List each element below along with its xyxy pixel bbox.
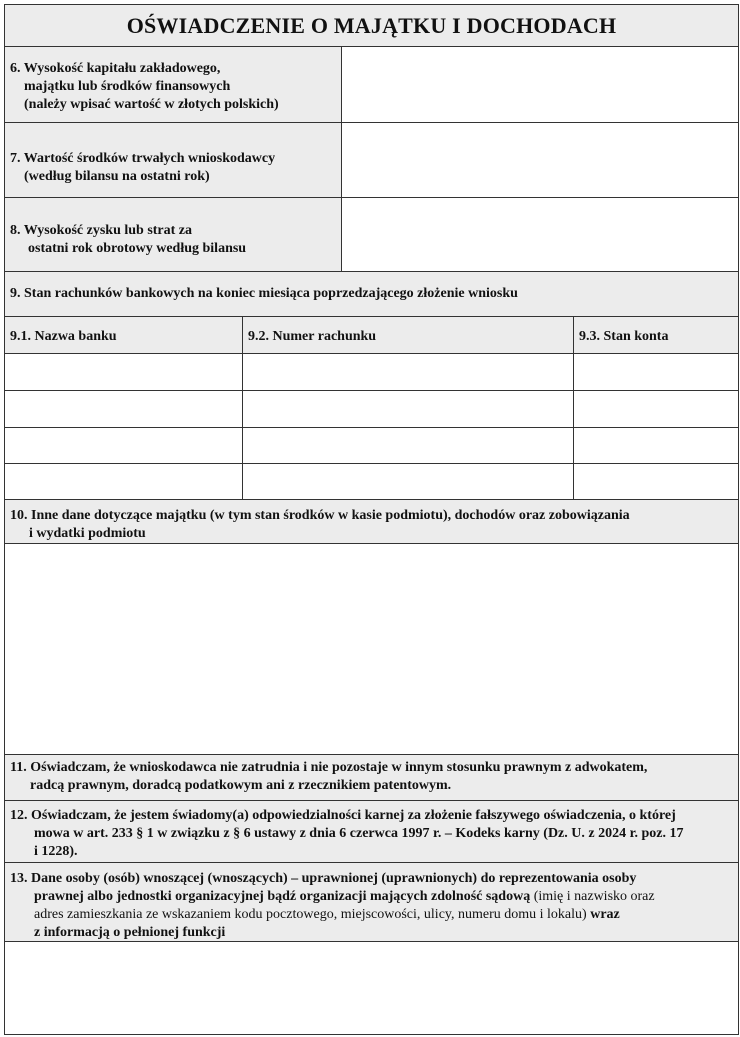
item-10-label-line: i wydatki podmiotu bbox=[29, 526, 146, 541]
item-13-line bbox=[10, 888, 738, 906]
item-13-label bbox=[5, 863, 738, 942]
item-10-label bbox=[5, 500, 738, 544]
item-11-line: radcą prawnym, doradcą podatkowym ani z rzecznikiem patentowym. bbox=[30, 778, 452, 793]
item-8-row bbox=[5, 198, 738, 272]
item-6-label-line: (należy wpisać wartość w złotych polskich) bbox=[24, 97, 279, 112]
bank-name-field[interactable] bbox=[5, 464, 243, 499]
item-11-statement bbox=[5, 755, 738, 801]
column-header-bank-name: 9.1. Nazwa banku bbox=[5, 317, 243, 353]
item-8-label bbox=[5, 198, 342, 271]
bank-table-row bbox=[5, 428, 738, 464]
account-number-field[interactable] bbox=[243, 428, 574, 463]
bank-table-row bbox=[5, 354, 738, 391]
item-8-label-line: ostatni rok obrotowy według bilansu bbox=[28, 241, 247, 256]
item-7-label-line: (według bilansu na ostatni rok) bbox=[24, 169, 210, 184]
item-8-value-field[interactable] bbox=[342, 198, 738, 271]
column-header-account-number: 9.2. Numer rachunku bbox=[243, 317, 574, 353]
item-7-row bbox=[5, 123, 738, 198]
item-12-line: mowa w art. 233 § 1 w związku z § 6 ustawy z dnia 6 czerwca 1997 r. – Kodeks karny (Dz. U. z 2024 r. poz. 17 bbox=[34, 826, 684, 841]
account-balance-field[interactable] bbox=[574, 428, 738, 463]
item-13-bold-text: prawnej albo jednostki organizacyjnej bądź organizacji mających zdolność sądową bbox=[34, 889, 531, 904]
bank-table-row bbox=[5, 391, 738, 428]
item-10-value-field[interactable] bbox=[5, 544, 738, 755]
account-balance-field[interactable] bbox=[574, 464, 738, 499]
item-9-header: 9. Stan rachunków bankowych na koniec miesiąca poprzedzającego złożenie wniosku bbox=[5, 272, 738, 317]
item-7-label-line: 7. Wartość środków trwałych wnioskodawcy bbox=[10, 151, 276, 166]
item-10-label-line: 10. Inne dane dotyczące majątku (w tym stan środków w kasie podmiotu), dochodów oraz zobowiązania bbox=[10, 508, 630, 523]
declaration-form bbox=[4, 4, 739, 1035]
item-13-bold-text: wraz bbox=[590, 907, 620, 922]
item-6-label bbox=[5, 47, 342, 122]
item-12-statement bbox=[5, 801, 738, 863]
item-7-value-field[interactable] bbox=[342, 123, 738, 197]
item-13-normal-text: adres zamieszkania ze wskazaniem kodu pocztowego, miejscowości, ulicy, numeru domu i lokalu) bbox=[34, 907, 591, 922]
account-number-field[interactable] bbox=[243, 391, 574, 427]
item-13-value-field[interactable] bbox=[5, 942, 738, 1033]
item-11-line: 11. Oświadczam, że wnioskodawca nie zatrudnia i nie pozostaje w innym stosunku prawnym z adwokatem, bbox=[10, 760, 648, 775]
account-number-field[interactable] bbox=[243, 464, 574, 499]
account-balance-field[interactable] bbox=[574, 391, 738, 427]
item-8-label-line: 8. Wysokość zysku lub strat za bbox=[10, 223, 193, 238]
bank-name-field[interactable] bbox=[5, 428, 243, 463]
item-13-normal-text: (imię i nazwisko oraz bbox=[530, 889, 655, 904]
column-header-account-balance: 9.3. Stan konta bbox=[579, 329, 669, 344]
item-6-value-field[interactable] bbox=[342, 47, 738, 122]
item-13-line: 13. Dane osoby (osób) wnoszącej (wnoszących) – uprawnionej (uprawnionych) do reprezentowania osoby bbox=[10, 871, 637, 886]
item-12-line: 12. Oświadczam, że jestem świadomy(a) odpowiedzialności karnej za złożenie fałszywego oświadczenia, o której bbox=[10, 808, 676, 823]
item-13-line: z informacją o pełnionej funkcji bbox=[34, 925, 226, 940]
item-12-line: i 1228). bbox=[34, 844, 78, 859]
form-title: OŚWIADCZENIE O MAJĄTKU I DOCHODACH bbox=[5, 5, 738, 47]
account-number-field[interactable] bbox=[243, 354, 574, 390]
item-7-label bbox=[5, 123, 342, 197]
bank-name-field[interactable] bbox=[5, 354, 243, 390]
item-6-row bbox=[5, 47, 738, 123]
bank-table-row bbox=[5, 464, 738, 500]
bank-name-field[interactable] bbox=[5, 391, 243, 427]
bank-table-header bbox=[5, 317, 738, 354]
item-13-line bbox=[10, 906, 738, 924]
item-6-label-line: majątku lub środków finansowych bbox=[24, 79, 231, 94]
item-6-label-line: 6. Wysokość kapitału zakładowego, bbox=[10, 61, 221, 76]
account-balance-field[interactable] bbox=[574, 354, 738, 390]
